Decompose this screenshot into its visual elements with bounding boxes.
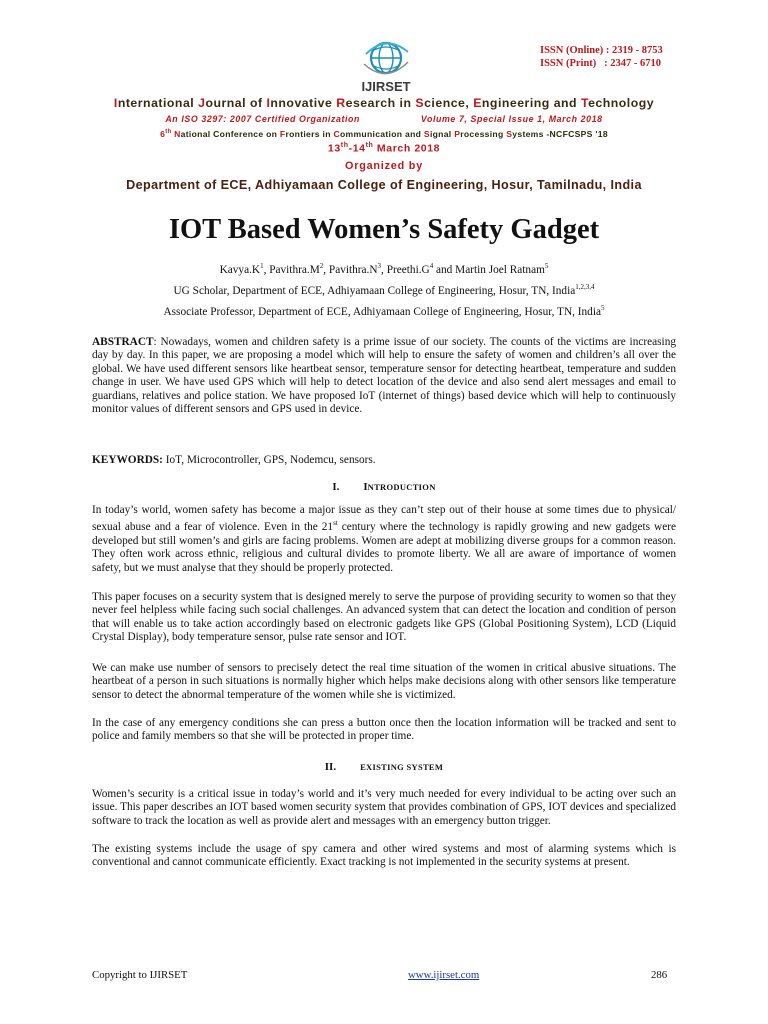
- section-number: II.: [324, 761, 337, 773]
- journal-title-segment: cience,: [424, 96, 474, 110]
- footer-copyright: Copyright to IJIRSET: [92, 969, 188, 981]
- journal-title-segment: nnovative: [270, 96, 337, 110]
- author-list: [0, 262, 768, 276]
- conference-name: [171, 129, 607, 139]
- section-number: I.: [332, 481, 340, 493]
- conference-segment: ommunication and: [340, 129, 424, 139]
- conference-initial: F: [279, 129, 286, 139]
- paper-title: IOT Based Women’s Safety Gadget: [168, 214, 600, 245]
- journal-title-initial: I: [266, 96, 271, 110]
- conference-segment: ystems -NCFCSPS '18: [512, 129, 608, 139]
- iso-volume-line: An ISO 3297: 2007 Certified Organization Volume 7, Special Issue 1, March 2018: [165, 114, 603, 124]
- intro-paragraph-1: [92, 504, 676, 575]
- journal-logo: [352, 38, 420, 94]
- author-name: Preethi.G: [386, 263, 430, 276]
- conference-segment: ational Conference on: [180, 129, 280, 139]
- journal-title-initial: T: [580, 96, 589, 110]
- author-name: Martin Joel Ratnam: [455, 263, 545, 276]
- issn-online: ISSN (Online) : 2319 - 8753: [540, 45, 663, 56]
- footer-page-number: 286: [651, 969, 668, 981]
- intro-paragraph-2: This paper focuses on a security system that is designed merely to serve the purpose of providing security to women so that they never feel helpless while facing such social challenges. An advanced system that can detect the location and condition of person that will enable us to take action accordingly based on electronic gadgets like GPS (Global Positioning System), LCD (Liquid Crystal Display), body temperature sensor, pulse rate sensor and IOT.: [92, 591, 676, 644]
- affiliation-associate-text: Associate Professor, Department of ECE, Adhiyamaan College of Engineering, Hosur, TN, India: [163, 305, 601, 318]
- affiliation-ug-sup: 1,2,3,4: [575, 283, 595, 291]
- date-month: March 2018: [373, 142, 441, 155]
- author-name: Kavya.K: [219, 263, 261, 276]
- keywords-label: KEYWORDS:: [92, 454, 163, 466]
- conference-initial: S: [423, 129, 430, 139]
- date-end: -14: [348, 142, 366, 155]
- author-affiliation-sup: 3: [377, 262, 382, 270]
- abstract-text: : Nowadays, women and children safety is a prime issue of our society. The counts of the victims are increasing day by day. In this paper, we are proposing a model which will help to ensure the safety of women and children’s all over the global. We have used different sensors like heartbeat sensor, temperature sensor for detecting heartbeat, temperature and sudden change in user. We have used GPS which will help to detect location of the device and also send alert messages and email to guardians, relatives and police station. We have proposed IoT (internet of things) based device which will help to continuously monitor values of different sensors and GPS used in device.: [92, 336, 676, 416]
- author-name: Pavithra.N: [328, 263, 378, 276]
- conference-segment: rocessing: [460, 129, 507, 139]
- journal-title-segment: nternational: [117, 96, 199, 110]
- affiliation-associate-sup: 5: [600, 304, 605, 312]
- section-heading-introduction: [0, 481, 768, 493]
- date-end-suffix: th: [365, 142, 374, 149]
- conference-initial: N: [174, 129, 181, 139]
- affiliation-ug-text: UG Scholar, Department of ECE, Adhiyamaan College of Engineering, Hosur, TN, India: [173, 284, 576, 297]
- organizing-department: Department of ECE, Adhiyamaan College of Engineering, Hosur, Tamilnadu, India: [126, 178, 642, 192]
- intro-p1-part-b: century where the technology is rapidly growing and new gadgets were developed but still women’s and girls are facing problems. Women are adept at mobilizing diverse groups for a common reason. They often work across ethnic, religious and cultural divides to promote liberty. We all are aware of importance of women safety, but we must analyse that they should be properly protected.: [92, 521, 676, 574]
- section-title-rest: NTRODUCTION: [367, 482, 436, 492]
- logo-text: IJIRSET: [361, 79, 411, 94]
- conference-number-suffix: th: [165, 129, 172, 136]
- intro-paragraph-3: We can make use number of sensors to precisely detect the real time situation of the women in critical abusive situations. The heartbeat of a person in such situations is normally higher which helps make decisions along with other sensors like temperature sensor to detect the abnormal temperature of the women while she is victimized.: [92, 662, 676, 701]
- organized-by: Organized by: [345, 160, 423, 172]
- section-heading-existing-system: [0, 761, 768, 773]
- footer-website-link[interactable]: www.ijirset.com: [408, 969, 480, 981]
- date-start: 13: [327, 142, 341, 155]
- abstract-paragraph: [92, 336, 676, 417]
- author-separator: and: [433, 263, 456, 276]
- journal-title-segment: echnology: [588, 96, 655, 110]
- journal-title-initial: S: [415, 96, 425, 110]
- author-affiliation-sup: 4: [429, 262, 434, 270]
- conference-initial: C: [333, 129, 340, 139]
- section-title-initial: I: [363, 481, 368, 493]
- journal-title-initial: R: [336, 96, 346, 110]
- author-affiliation-sup: 5: [544, 262, 549, 270]
- issn-print: ISSN (Print) : 2347 - 6710: [540, 58, 662, 69]
- conference-dates: [0, 142, 768, 155]
- section-title: EXISTING SYSTEM: [360, 762, 444, 772]
- conference-segment: ignal: [429, 129, 455, 139]
- conference-initial: P: [454, 129, 461, 139]
- intro-p1-part-a: In today’s world, women safety has become a major issue as they can’t step out of their house at some times due to physical/ sexual abuse and a fear of violence. Even in the 21: [92, 504, 676, 534]
- keywords-paragraph: [92, 454, 676, 467]
- abstract-label: ABSTRACT: [92, 336, 154, 348]
- journal-title-initial: I: [113, 96, 118, 110]
- conference-number: 6: [160, 129, 166, 139]
- journal-title-initial: J: [198, 96, 206, 110]
- existing-paragraph-2: The existing systems include the usage of spy camera and other wired systems and most of alarming systems which is conventional and cannot communicate efficiently. Exact tracking is not implemented in the security systems at present.: [92, 843, 676, 869]
- existing-paragraph-1: Women’s security is a critical issue in today’s world and it’s very much needed for every individual to be acting over such an issue. This paper describes an IOT based women security system that provides combination of GPS, IOT devices and specialized software to track the location as well as provide alert and messages with an emergency button trigger.: [92, 788, 676, 827]
- keywords-text: IoT, Microcontroller, GPS, Nodemcu, sensors.: [162, 454, 376, 466]
- date-start-suffix: th: [340, 142, 349, 149]
- conference-segment: rontiers in: [285, 129, 334, 139]
- affiliation-associate: [0, 304, 768, 318]
- affiliation-ug: [0, 283, 768, 297]
- author-name: Pavithra.M: [269, 263, 320, 276]
- author-separator: ,: [381, 263, 387, 276]
- journal-title-segment: esearch in: [345, 96, 416, 110]
- journal-title-segment: ngineering and: [481, 96, 581, 110]
- intro-paragraph-4: In the case of any emergency conditions she can press a button once then the location information will be tracked and sent to police and family members so that she will be protected in proper time.: [92, 717, 676, 743]
- conference-line: [0, 129, 768, 139]
- journal-title: [0, 96, 768, 110]
- intro-p1-sup: st: [333, 519, 338, 528]
- author-affiliation-sup: 2: [319, 262, 324, 270]
- issn-block: [540, 44, 740, 70]
- author-separator: ,: [263, 263, 270, 276]
- journal-title-initial: E: [473, 96, 482, 110]
- globe-logo-icon: [352, 38, 420, 94]
- author-affiliation-sup: 1: [260, 262, 264, 270]
- journal-title-segment: ournal of: [205, 96, 267, 110]
- author-separator: ,: [323, 263, 329, 276]
- conference-initial: S: [506, 129, 513, 139]
